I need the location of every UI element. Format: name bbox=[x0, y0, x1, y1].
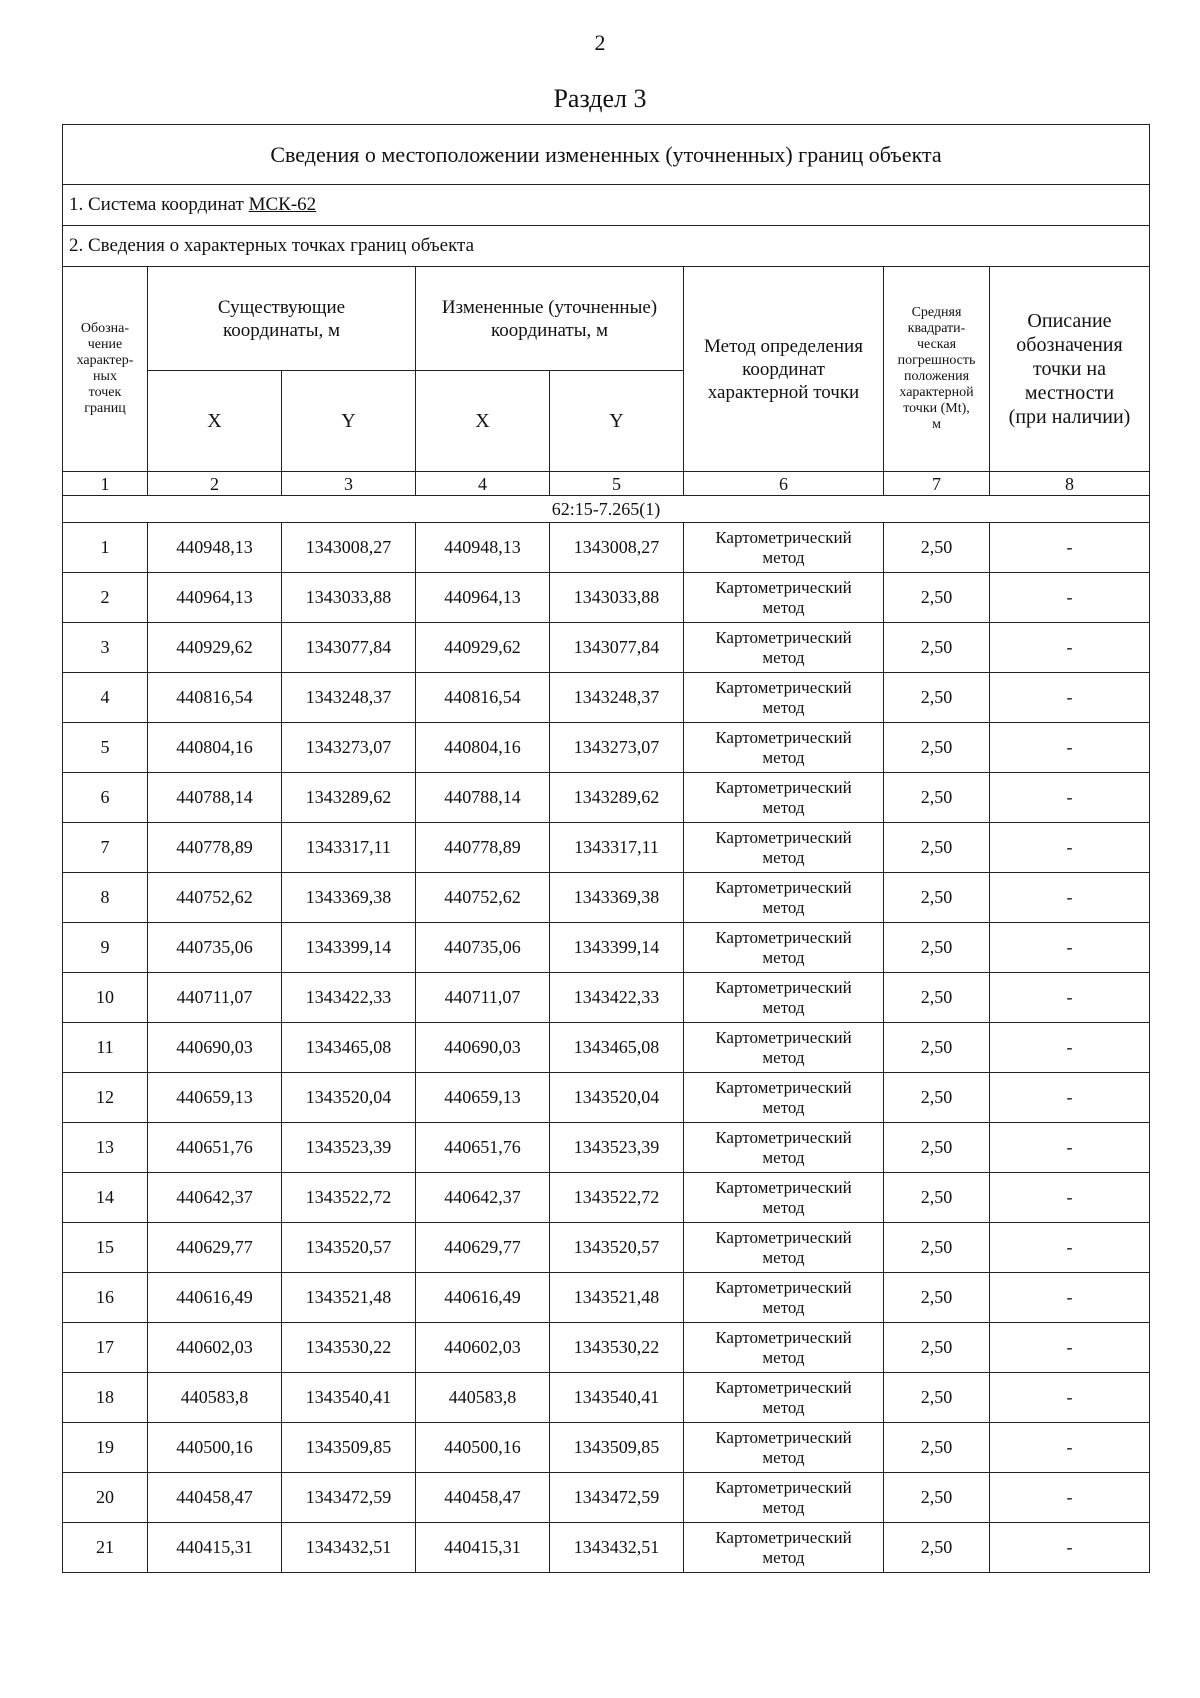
changed-y: 1343422,33 bbox=[550, 973, 684, 1023]
existing-x: 440752,62 bbox=[148, 873, 282, 923]
mean-square-error: 2,50 bbox=[884, 673, 990, 723]
mean-square-error: 2,50 bbox=[884, 773, 990, 823]
method: Картометрический метод bbox=[684, 873, 884, 923]
point-description: - bbox=[990, 973, 1150, 1023]
column-number: 3 bbox=[282, 472, 416, 496]
method: Картометрический метод bbox=[684, 1173, 884, 1223]
point-description: - bbox=[990, 1273, 1150, 1323]
point-description: - bbox=[990, 673, 1150, 723]
existing-y: 1343399,14 bbox=[282, 923, 416, 973]
header-existing-x: X bbox=[148, 371, 282, 472]
header-changed-coords: Измененные (уточненные) координаты, м bbox=[416, 267, 684, 371]
method: Картометрический метод bbox=[684, 1323, 884, 1373]
method: Картометрический метод bbox=[684, 623, 884, 673]
changed-x: 440735,06 bbox=[416, 923, 550, 973]
mean-square-error: 2,50 bbox=[884, 523, 990, 573]
column-number: 1 bbox=[63, 472, 148, 496]
changed-x: 440804,16 bbox=[416, 723, 550, 773]
existing-x: 440458,47 bbox=[148, 1473, 282, 1523]
point-description: - bbox=[990, 723, 1150, 773]
table-row bbox=[63, 573, 1150, 623]
changed-y: 1343077,84 bbox=[550, 623, 684, 673]
point-number: 6 bbox=[63, 773, 148, 823]
point-description: - bbox=[990, 1173, 1150, 1223]
method: Картометрический метод bbox=[684, 1523, 884, 1573]
changed-x: 440659,13 bbox=[416, 1073, 550, 1123]
existing-x: 440651,76 bbox=[148, 1123, 282, 1173]
changed-y: 1343521,48 bbox=[550, 1273, 684, 1323]
mean-square-error: 2,50 bbox=[884, 1423, 990, 1473]
point-description: - bbox=[990, 1023, 1150, 1073]
changed-y: 1343509,85 bbox=[550, 1423, 684, 1473]
point-number: 14 bbox=[63, 1173, 148, 1223]
changed-x: 440752,62 bbox=[416, 873, 550, 923]
changed-x: 440690,03 bbox=[416, 1023, 550, 1073]
point-description: - bbox=[990, 1223, 1150, 1273]
existing-y: 1343520,04 bbox=[282, 1073, 416, 1123]
changed-y: 1343530,22 bbox=[550, 1323, 684, 1373]
point-description: - bbox=[990, 1123, 1150, 1173]
changed-x: 440602,03 bbox=[416, 1323, 550, 1373]
changed-y: 1343033,88 bbox=[550, 573, 684, 623]
mean-square-error: 2,50 bbox=[884, 1173, 990, 1223]
point-number: 9 bbox=[63, 923, 148, 973]
existing-x: 440804,16 bbox=[148, 723, 282, 773]
point-number: 15 bbox=[63, 1223, 148, 1273]
changed-y: 1343008,27 bbox=[550, 523, 684, 573]
method: Картометрический метод bbox=[684, 823, 884, 873]
changed-x: 440816,54 bbox=[416, 673, 550, 723]
point-number: 3 bbox=[63, 623, 148, 673]
existing-y: 1343033,88 bbox=[282, 573, 416, 623]
method: Картометрический метод bbox=[684, 923, 884, 973]
point-description: - bbox=[990, 1073, 1150, 1123]
column-number: 8 bbox=[990, 472, 1150, 496]
method: Картометрический метод bbox=[684, 1073, 884, 1123]
boundary-points-table bbox=[62, 124, 1150, 1573]
method: Картометрический метод bbox=[684, 573, 884, 623]
table-row bbox=[63, 1523, 1150, 1573]
column-number: 2 bbox=[148, 472, 282, 496]
changed-y: 1343248,37 bbox=[550, 673, 684, 723]
existing-y: 1343273,07 bbox=[282, 723, 416, 773]
method: Картометрический метод bbox=[684, 1473, 884, 1523]
point-number: 21 bbox=[63, 1523, 148, 1573]
mean-square-error: 2,50 bbox=[884, 1273, 990, 1323]
point-number: 18 bbox=[63, 1373, 148, 1423]
method: Картометрический метод bbox=[684, 1023, 884, 1073]
changed-x: 440616,49 bbox=[416, 1273, 550, 1323]
existing-x: 440711,07 bbox=[148, 973, 282, 1023]
point-number: 5 bbox=[63, 723, 148, 773]
changed-x: 440778,89 bbox=[416, 823, 550, 873]
method: Картометрический метод bbox=[684, 1123, 884, 1173]
column-number: 7 bbox=[884, 472, 990, 496]
point-description: - bbox=[990, 573, 1150, 623]
existing-x: 440500,16 bbox=[148, 1423, 282, 1473]
existing-x: 440929,62 bbox=[148, 623, 282, 673]
existing-x: 440629,77 bbox=[148, 1223, 282, 1273]
mean-square-error: 2,50 bbox=[884, 1373, 990, 1423]
column-number: 5 bbox=[550, 472, 684, 496]
point-number: 8 bbox=[63, 873, 148, 923]
method: Картометрический метод bbox=[684, 1373, 884, 1423]
method: Картометрический метод bbox=[684, 723, 884, 773]
parcel-id: 62:15-7.265(1) bbox=[63, 496, 1150, 523]
changed-x: 440788,14 bbox=[416, 773, 550, 823]
point-number: 20 bbox=[63, 1473, 148, 1523]
existing-y: 1343530,22 bbox=[282, 1323, 416, 1373]
point-number: 12 bbox=[63, 1073, 148, 1123]
changed-x: 440500,16 bbox=[416, 1423, 550, 1473]
point-number: 10 bbox=[63, 973, 148, 1023]
method: Картометрический метод bbox=[684, 673, 884, 723]
table-row bbox=[63, 723, 1150, 773]
existing-x: 440659,13 bbox=[148, 1073, 282, 1123]
changed-y: 1343465,08 bbox=[550, 1023, 684, 1073]
existing-y: 1343522,72 bbox=[282, 1173, 416, 1223]
existing-y: 1343422,33 bbox=[282, 973, 416, 1023]
point-description: - bbox=[990, 1523, 1150, 1573]
point-number: 16 bbox=[63, 1273, 148, 1323]
column-number: 4 bbox=[416, 472, 550, 496]
existing-x: 440415,31 bbox=[148, 1523, 282, 1573]
existing-y: 1343465,08 bbox=[282, 1023, 416, 1073]
existing-x: 440816,54 bbox=[148, 673, 282, 723]
point-description: - bbox=[990, 873, 1150, 923]
header-changed-y: Y bbox=[550, 371, 684, 472]
existing-y: 1343432,51 bbox=[282, 1523, 416, 1573]
table-row bbox=[63, 1023, 1150, 1073]
existing-y: 1343509,85 bbox=[282, 1423, 416, 1473]
point-description: - bbox=[990, 1423, 1150, 1473]
column-numbers-row bbox=[63, 472, 1150, 496]
points-info-row: 2. Сведения о характерных точках границ объекта bbox=[63, 226, 1150, 267]
changed-y: 1343472,59 bbox=[550, 1473, 684, 1523]
column-number: 6 bbox=[684, 472, 884, 496]
point-description: - bbox=[990, 773, 1150, 823]
mean-square-error: 2,50 bbox=[884, 723, 990, 773]
point-number: 19 bbox=[63, 1423, 148, 1473]
changed-y: 1343369,38 bbox=[550, 873, 684, 923]
existing-x: 440642,37 bbox=[148, 1173, 282, 1223]
changed-x: 440929,62 bbox=[416, 623, 550, 673]
existing-x: 440964,13 bbox=[148, 573, 282, 623]
header-method: Метод определения координат характерной точки bbox=[684, 267, 884, 472]
changed-y: 1343523,39 bbox=[550, 1123, 684, 1173]
mean-square-error: 2,50 bbox=[884, 623, 990, 673]
header-changed-x: X bbox=[416, 371, 550, 472]
method: Картометрический метод bbox=[684, 523, 884, 573]
existing-y: 1343369,38 bbox=[282, 873, 416, 923]
method: Картометрический метод bbox=[684, 1423, 884, 1473]
table-row bbox=[63, 1123, 1150, 1173]
coord-system-row bbox=[63, 185, 1150, 226]
point-description: - bbox=[990, 1373, 1150, 1423]
existing-x: 440735,06 bbox=[148, 923, 282, 973]
point-number: 7 bbox=[63, 823, 148, 873]
mean-square-error: 2,50 bbox=[884, 1473, 990, 1523]
existing-y: 1343248,37 bbox=[282, 673, 416, 723]
header-description: Описание обозначения точки на местности (при наличии) bbox=[990, 267, 1150, 472]
mean-square-error: 2,50 bbox=[884, 923, 990, 973]
changed-x: 440583,8 bbox=[416, 1373, 550, 1423]
method: Картометрический метод bbox=[684, 973, 884, 1023]
table-row bbox=[63, 873, 1150, 923]
changed-y: 1343520,04 bbox=[550, 1073, 684, 1123]
existing-x: 440616,49 bbox=[148, 1273, 282, 1323]
table-row bbox=[63, 1273, 1150, 1323]
table-caption: Сведения о местоположении измененных (уточненных) границ объекта bbox=[63, 125, 1150, 185]
mean-square-error: 2,50 bbox=[884, 573, 990, 623]
point-description: - bbox=[990, 823, 1150, 873]
point-number: 11 bbox=[63, 1023, 148, 1073]
changed-x: 440642,37 bbox=[416, 1173, 550, 1223]
existing-x: 440690,03 bbox=[148, 1023, 282, 1073]
table-row bbox=[63, 1173, 1150, 1223]
changed-y: 1343522,72 bbox=[550, 1173, 684, 1223]
changed-x: 440415,31 bbox=[416, 1523, 550, 1573]
table-row bbox=[63, 923, 1150, 973]
table-row bbox=[63, 1223, 1150, 1273]
point-description: - bbox=[990, 623, 1150, 673]
existing-x: 440948,13 bbox=[148, 523, 282, 573]
changed-y: 1343317,11 bbox=[550, 823, 684, 873]
method: Картометрический метод bbox=[684, 773, 884, 823]
mean-square-error: 2,50 bbox=[884, 873, 990, 923]
point-description: - bbox=[990, 1473, 1150, 1523]
existing-y: 1343540,41 bbox=[282, 1373, 416, 1423]
point-description: - bbox=[990, 1323, 1150, 1373]
table-row bbox=[63, 1323, 1150, 1373]
page-number: 2 bbox=[594, 30, 606, 55]
changed-x: 440948,13 bbox=[416, 523, 550, 573]
mean-square-error: 2,50 bbox=[884, 1223, 990, 1273]
existing-x: 440778,89 bbox=[148, 823, 282, 873]
point-number: 4 bbox=[63, 673, 148, 723]
existing-x: 440602,03 bbox=[148, 1323, 282, 1373]
table-row bbox=[63, 973, 1150, 1023]
table-row bbox=[63, 773, 1150, 823]
table-row bbox=[63, 1073, 1150, 1123]
existing-x: 440583,8 bbox=[148, 1373, 282, 1423]
method: Картометрический метод bbox=[684, 1273, 884, 1323]
point-number: 17 bbox=[63, 1323, 148, 1373]
changed-x: 440651,76 bbox=[416, 1123, 550, 1173]
mean-square-error: 2,50 bbox=[884, 1023, 990, 1073]
point-number: 13 bbox=[63, 1123, 148, 1173]
changed-y: 1343432,51 bbox=[550, 1523, 684, 1573]
changed-y: 1343289,62 bbox=[550, 773, 684, 823]
changed-x: 440711,07 bbox=[416, 973, 550, 1023]
changed-x: 440964,13 bbox=[416, 573, 550, 623]
changed-y: 1343399,14 bbox=[550, 923, 684, 973]
existing-x: 440788,14 bbox=[148, 773, 282, 823]
coord-system-label: 1. Система координат bbox=[69, 194, 244, 215]
header-designation: Обозна- чение характер- ных точек границ bbox=[63, 267, 148, 472]
point-description: - bbox=[990, 523, 1150, 573]
existing-y: 1343520,57 bbox=[282, 1223, 416, 1273]
table-row bbox=[63, 823, 1150, 873]
mean-square-error: 2,50 bbox=[884, 1073, 990, 1123]
existing-y: 1343472,59 bbox=[282, 1473, 416, 1523]
table-row bbox=[63, 1473, 1150, 1523]
header-existing-coords: Существующие координаты, м bbox=[148, 267, 416, 371]
point-number: 2 bbox=[63, 573, 148, 623]
changed-y: 1343540,41 bbox=[550, 1373, 684, 1423]
existing-y: 1343523,39 bbox=[282, 1123, 416, 1173]
mean-square-error: 2,50 bbox=[884, 1523, 990, 1573]
table-row bbox=[63, 1373, 1150, 1423]
existing-y: 1343317,11 bbox=[282, 823, 416, 873]
table-row bbox=[63, 673, 1150, 723]
mean-square-error: 2,50 bbox=[884, 973, 990, 1023]
existing-y: 1343521,48 bbox=[282, 1273, 416, 1323]
section-title: Раздел 3 bbox=[553, 84, 647, 113]
point-description: - bbox=[990, 923, 1150, 973]
existing-y: 1343289,62 bbox=[282, 773, 416, 823]
mean-square-error: 2,50 bbox=[884, 1123, 990, 1173]
table-row bbox=[63, 523, 1150, 573]
header-existing-y: Y bbox=[282, 371, 416, 472]
table-row bbox=[63, 1423, 1150, 1473]
changed-x: 440629,77 bbox=[416, 1223, 550, 1273]
table-row bbox=[63, 623, 1150, 673]
existing-y: 1343077,84 bbox=[282, 623, 416, 673]
method: Картометрический метод bbox=[684, 1223, 884, 1273]
mean-square-error: 2,50 bbox=[884, 1323, 990, 1373]
coord-system-value: МСК-62 bbox=[248, 194, 317, 215]
changed-x: 440458,47 bbox=[416, 1473, 550, 1523]
existing-y: 1343008,27 bbox=[282, 523, 416, 573]
point-number: 1 bbox=[63, 523, 148, 573]
changed-y: 1343273,07 bbox=[550, 723, 684, 773]
mean-square-error: 2,50 bbox=[884, 823, 990, 873]
changed-y: 1343520,57 bbox=[550, 1223, 684, 1273]
header-error: Средняя квадрати- ческая погрешность положения характерной точки (Mt), м bbox=[884, 267, 990, 472]
